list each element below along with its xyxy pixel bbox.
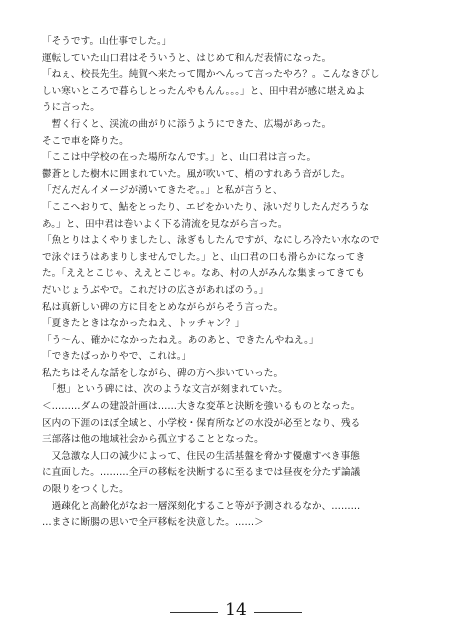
page-footer xyxy=(0,598,472,628)
text-line: しい寒いところで暮らしとったんやもんん。。。」と、田中君が感に堪えぬよ xyxy=(42,85,366,97)
text-line: 「できたばっかりやで、これは。」 xyxy=(42,351,192,363)
text-line: 私たちはそんな話をしながら、碑の方へ歩いていった。 xyxy=(42,367,284,379)
text-line: 「想」という碑には、次のような文言が刻まれていた。 xyxy=(42,384,288,396)
text-line: だいじょうぶやで。これだけの広さがあればのう。」 xyxy=(42,284,269,296)
text-line: の限りをつくした。 xyxy=(42,484,129,496)
text-line: あ。」と、田中君は巻いよく下る清流を見ながら言った。 xyxy=(42,218,288,230)
text-line: 「だんだんイメージが湧いてきたぞ。。」と私が言うと、 xyxy=(42,185,283,197)
text-line: 区内の下涯のほぼ全域と、小学校・保育所などの水没が必至となり、残る xyxy=(42,417,361,429)
text-line: 運転していた山口君はそういうと、はじめて和んだ表情になった。 xyxy=(42,52,332,64)
text-line: 私は真新しい碑の方に目をとめながらがらそう言った。 xyxy=(42,301,284,313)
text-line: 「ここへおりて、鮎をとったり、エビをかいたり、泳いだりしたんだろうな xyxy=(42,201,370,213)
text-line: に直面した。………全戸の移転を決断するに至るまでは昼夜を分たず論議 xyxy=(42,467,361,479)
text-line: 暫く行くと、渓流の曲がりに添うようにできた、広場があった。 xyxy=(42,118,332,130)
body-text xyxy=(42,34,442,532)
text-line: で泳ぐほうはあまりしませんでした。」と、山口君の口も滑らかになってき xyxy=(42,251,366,263)
text-line: 三部落は他の地域社会から孤立することとなった。 xyxy=(42,434,264,446)
text-line: 「う～ん、確かになかったねえ。あのあと、できたんやねえ。」 xyxy=(42,334,319,346)
footer-rule-right xyxy=(254,612,302,613)
text-line: …まさに断腸の思いで全戸移転を決意した。……＞ xyxy=(42,517,264,529)
page-number: 14 xyxy=(225,600,247,620)
text-line: そこで車を降りた。 xyxy=(42,135,129,147)
text-line: うに言った。 xyxy=(42,102,100,114)
text-line: 「魚とりはよくやりましたし、泳ぎもしたんですが、なにしろ冷たい水なので xyxy=(42,235,380,247)
text-line: 「そうです。山仕事でした。」 xyxy=(42,36,172,47)
text-line: 「夏きたときはなかったねえ、トッチャン？」 xyxy=(42,318,245,330)
text-line: 「ここは中学校の在った場所なんです。」と、山口君は言った。 xyxy=(42,152,317,164)
text-line: 過疎化と高齢化がなお一層深刻化すること等が予測されるなか、……… xyxy=(42,500,361,512)
text-line: た。「ええとこじゃ、ええとこじゃ。なあ、村の人がみんな集まってきても xyxy=(42,268,365,280)
text-line: 「ねぇ、校長先生。純賀へ来たって聞かへんって言ったやろ？。こんなきびし xyxy=(42,69,380,81)
text-line: ＜………ダムの建設計画は……大きな変革と決断を強いるものとなった。 xyxy=(42,401,361,413)
text-line: 鬱蒼とした樹木に囲まれていた。風が吹いて、梢のすれあう音がした。 xyxy=(42,168,351,180)
text-line: 又急激な人口の減少によって、住民の生活基盤を脅かす優慮すべき事態 xyxy=(42,450,360,462)
